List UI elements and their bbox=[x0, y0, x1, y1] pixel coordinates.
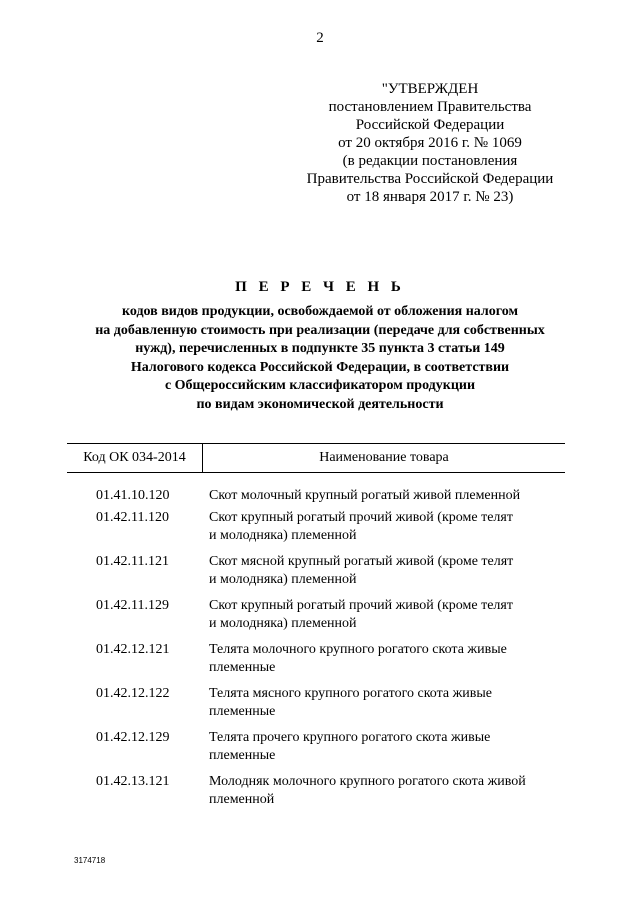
row-code: 01.42.13.121 bbox=[96, 774, 170, 789]
approval-line: "УТВЕРЖДЕН bbox=[381, 81, 479, 97]
document-subtitle bbox=[60, 303, 580, 414]
table-header bbox=[67, 443, 565, 473]
row-code: 01.42.12.122 bbox=[96, 686, 170, 701]
approval-line: (в редакции постановления bbox=[342, 153, 518, 169]
row-name-line: и молодняка) племенной bbox=[209, 528, 357, 543]
row-name-line: племенные bbox=[209, 704, 276, 719]
table-row bbox=[0, 597, 640, 641]
column-header-code: Код ОК 034-2014 bbox=[67, 444, 203, 472]
row-code: 01.42.11.121 bbox=[96, 554, 169, 569]
row-name bbox=[209, 509, 559, 545]
row-name bbox=[209, 685, 559, 721]
row-name-line: Телята молочного крупного рогатого скота живые bbox=[209, 642, 507, 657]
approval-block bbox=[300, 80, 560, 206]
approval-line: постановлением Правительства bbox=[328, 99, 532, 115]
row-name bbox=[209, 487, 559, 505]
subtitle-line: с Общероссийским классификатором продукции bbox=[164, 378, 476, 393]
row-name bbox=[209, 729, 559, 765]
row-name-line: Молодняк молочного крупного рогатого скота живой bbox=[209, 774, 526, 789]
row-name-line: Скот молочный крупный рогатый живой племенной bbox=[209, 488, 521, 503]
table-row bbox=[0, 729, 640, 773]
row-code: 01.42.12.121 bbox=[96, 642, 170, 657]
approval-line: от 18 января 2017 г. № 23) bbox=[346, 189, 514, 205]
subtitle-line: кодов видов продукции, освобождаемой от обложения налогом bbox=[121, 304, 519, 319]
row-name-line: Скот крупный рогатый прочий живой (кроме телят bbox=[209, 598, 513, 613]
table-row bbox=[0, 773, 640, 817]
row-name-line: Скот мясной крупный рогатый живой (кроме телят bbox=[209, 554, 514, 569]
row-code: 01.42.12.129 bbox=[96, 730, 170, 745]
table-row bbox=[0, 487, 640, 509]
subtitle-line: Налогового кодекса Российской Федерации, в соответствии bbox=[130, 359, 510, 375]
row-name-line: племенной bbox=[209, 792, 275, 807]
table-row bbox=[0, 641, 640, 685]
row-code: 01.42.11.129 bbox=[96, 598, 169, 613]
page-number: 2 bbox=[316, 30, 324, 46]
row-name bbox=[209, 641, 559, 677]
approval-line: от 20 октября 2016 г. № 1069 bbox=[338, 135, 522, 151]
document-id: 3174718 bbox=[74, 856, 106, 865]
column-header-name: Наименование товара bbox=[319, 450, 449, 465]
row-name-line: Скот крупный рогатый прочий живой (кроме телят bbox=[209, 510, 513, 525]
row-name-line: и молодняка) племенной bbox=[209, 616, 357, 631]
table-row bbox=[0, 553, 640, 597]
table-row bbox=[0, 685, 640, 729]
subtitle-line: на добавленную стоимость при реализации (передаче для собственных bbox=[95, 322, 545, 338]
subtitle-line: по видам экономической деятельности bbox=[196, 396, 444, 412]
subtitle-line: нужд), перечисленных в подпункте 35 пункта 3 статьи 149 bbox=[135, 341, 505, 356]
row-name bbox=[209, 553, 559, 589]
document-title: П Е Р Е Ч Е Н Ь bbox=[235, 279, 405, 295]
row-name-line: племенные bbox=[209, 748, 276, 763]
row-name bbox=[209, 773, 559, 809]
row-name-line: и молодняка) племенной bbox=[209, 572, 357, 587]
row-code: 01.42.11.120 bbox=[96, 510, 169, 525]
row-name-line: Телята прочего крупного рогатого скота живые bbox=[209, 730, 491, 745]
table-body bbox=[0, 487, 640, 817]
row-name-line: Телята мясного крупного рогатого скота живые bbox=[209, 686, 492, 701]
table-row bbox=[0, 509, 640, 553]
row-name bbox=[209, 597, 559, 633]
approval-line: Российской Федерации bbox=[355, 117, 505, 133]
approval-line: Правительства Российской Федерации bbox=[306, 171, 554, 187]
row-code: 01.41.10.120 bbox=[96, 488, 170, 503]
row-name-line: племенные bbox=[209, 660, 276, 675]
